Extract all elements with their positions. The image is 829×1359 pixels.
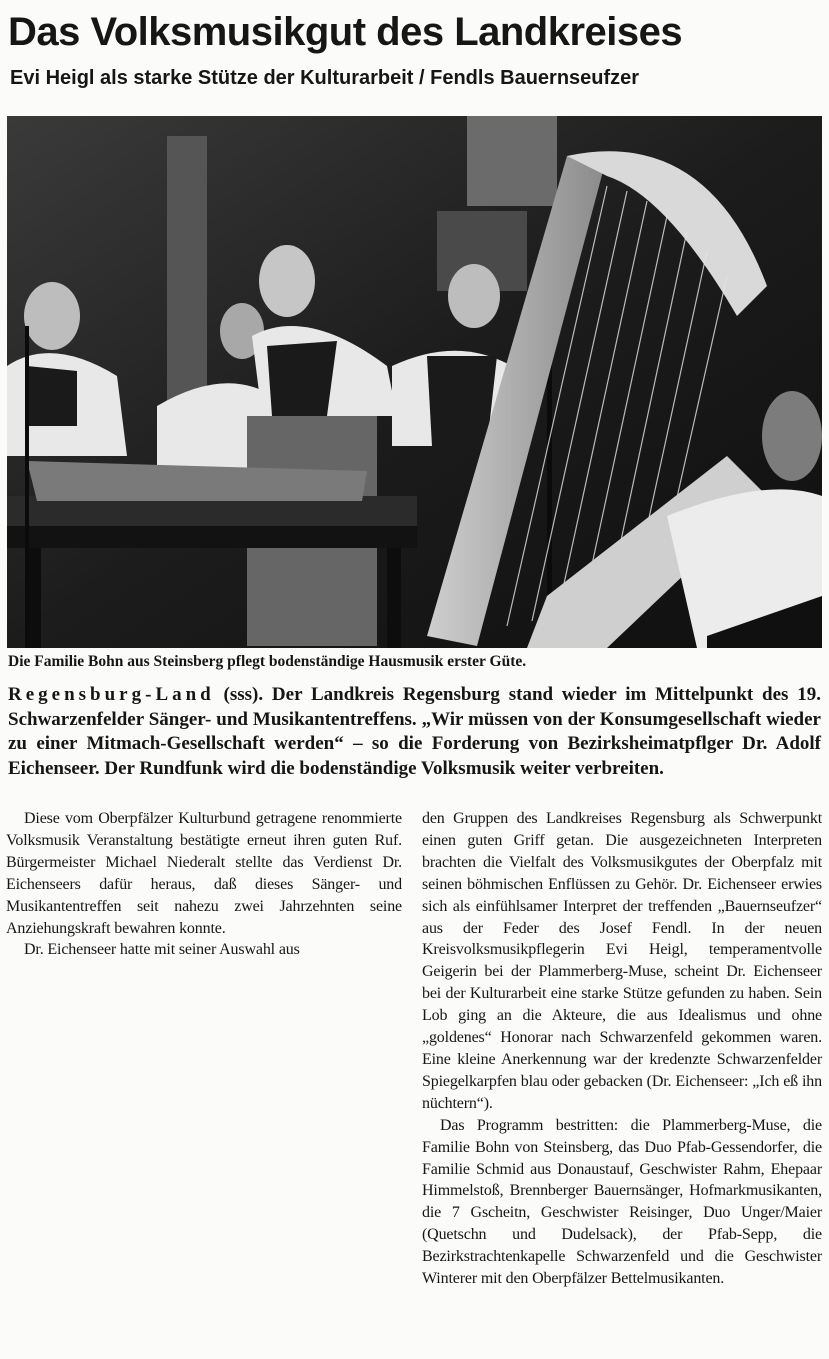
dateline: Regensburg-Land — [8, 684, 215, 705]
body-paragraph: Dr. Eichenseer hatte mit seiner Auswahl aus — [24, 941, 300, 959]
article-photo — [7, 116, 822, 648]
body-column-left — [6, 808, 402, 961]
body-paragraph: Diese vom Oberpfälzer Kulturbund getragene renommierte Volksmusik Veranstaltung bestätigte erneut ihren guten Ruf. Bürgermeister Michael Niederalt stellte das Verdienst Dr. Eichenseers dafür heraus, daß dieses Sänger- und Musikantentreffen seit nahezu zwei Jahrzehnten seine Anziehungskraft bewahren konnte. — [6, 810, 402, 937]
photo-caption: Die Familie Bohn aus Steinsberg pflegt bodenständige Hausmusik erster Güte. — [8, 653, 527, 670]
headline: Das Volksmusikgut des Landkreises — [8, 10, 683, 54]
body-column-right — [422, 808, 822, 1290]
subheadline: Evi Heigl als starke Stütze der Kulturarbeit / Fendls Bauernseufzer — [10, 67, 640, 89]
body-paragraph: Das Programm bestritten: die Plammerberg-Muse, die Familie Bohn von Steinsberg, das Duo Pfab-Gessendorfer, die Familie Schmid aus Donaustauf, Geschwister Rahm, Ehepaar Himmelstoß, Brennberger Bauernsänger, Hofmarkmusikanten, die 7 Gscheitn, Geschwister Reisinger, Duo Unger/Maier (Quetschn und Dudelsack), der Pfab-Sepp, die Bezirkstrachtenkapelle Schwarzenfeld und die Geschwister Winterer mit den Oberpfälzer Bettelmusikanten. — [422, 1116, 822, 1288]
lead-text: (sss). Der Landkreis Regensburg stand wieder im Mittelpunkt des 19. Schwarzenfelder Sänger- und Musikantentreffens. „Wir müssen von der Konsumgesellschaft wieder zu einer Mitmach-Gesellschaft werden“ – so die Forderung von Bezirksheimatpflger Dr. Adolf Eichenseer. Der Rundfunk wird die bodenständige Volksmusik weiter verbreiten. — [8, 684, 821, 779]
lead-paragraph — [8, 683, 821, 781]
body-paragraph: den Gruppen des Landkreises Regensburg als Schwerpunkt einen guten Griff getan. Die ausgezeichneten Interpreten brachten die Vielfalt des Volksmusikgutes der Oberpfalz mit seinen böhmischen Enflüssen zu Gehör. Dr. Eichenseer erwies sich als einfühlsamer Interpret der treffenden „Bauernseufzer“ aus der Feder des Josef Fendl. In der neuen Kreisvolksmusikpflegerin Evi Heigl, temperamentvolle Geigerin bei der Plammerberg-Muse, scheint Dr. Eichenseer bei der Kulturarbeit eine starke Stütze gefunden zu haben. Sein Lob ging an die Akteure, die aus Idealismus und ohne „goldenes“ Honorar nach Schwarzenfeld gekommen waren. Eine kleine Anerkennung war der kredenzte Schwarzenfelder Spiegelkarpfen blau oder gebacken (Dr. Eichenseer: „Ich eß ihn nüchtern“). — [422, 810, 822, 1112]
